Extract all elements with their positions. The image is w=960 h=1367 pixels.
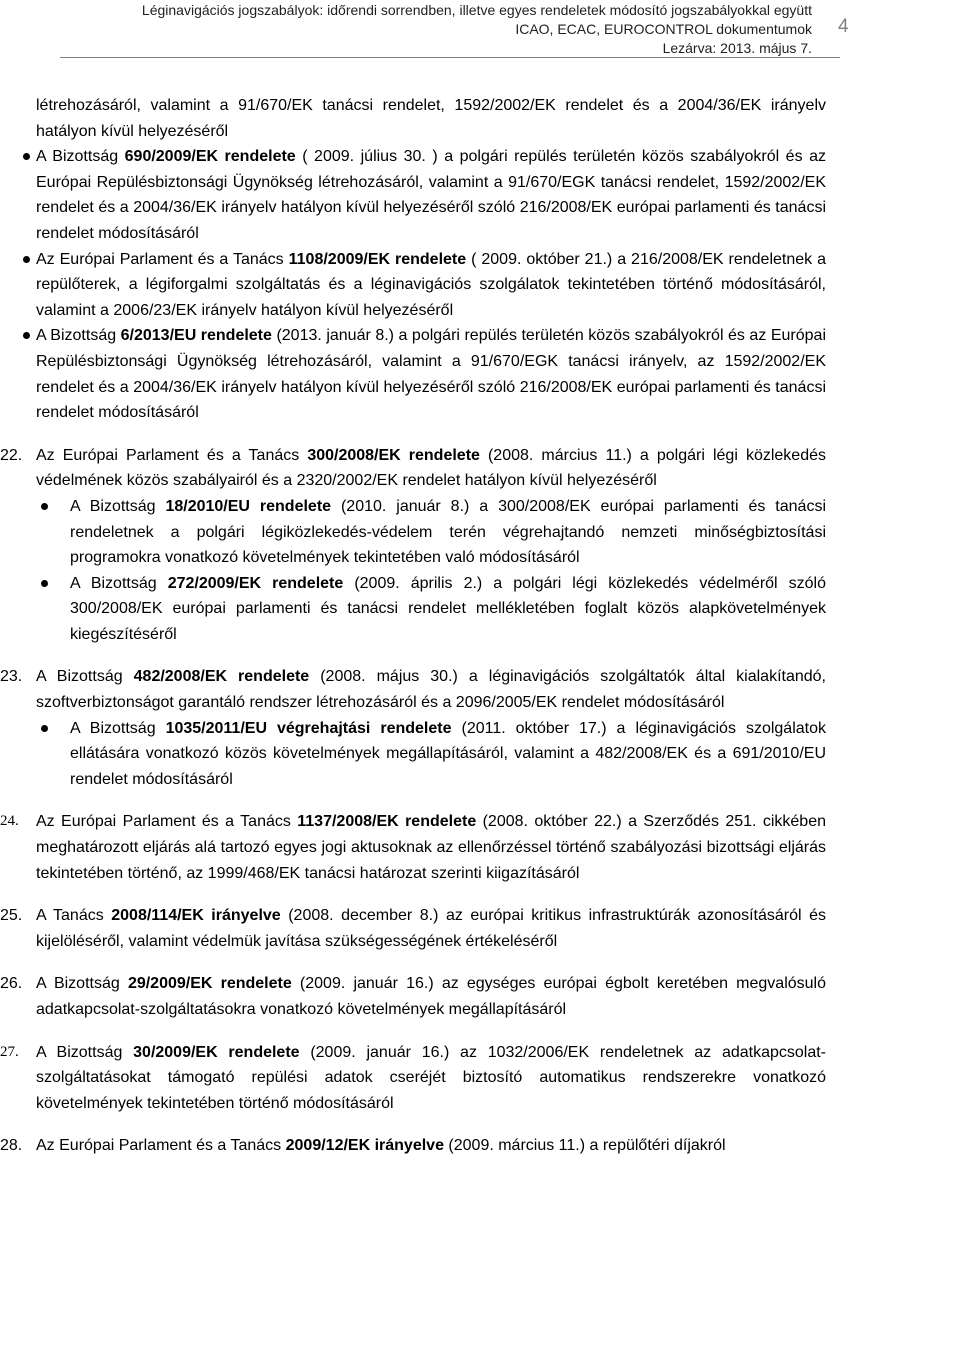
item-text: A Bizottság	[36, 668, 134, 686]
item-text: A Bizottság	[70, 574, 168, 592]
item-number: 24.	[0, 813, 19, 830]
regulation-ref: 300/2008/EK rendelete	[307, 446, 480, 464]
list-item	[36, 571, 826, 648]
item-text: (2009. március 11.) a repülőtéri díjakról	[443, 1137, 726, 1155]
item-text: A Bizottság	[70, 497, 166, 515]
item-number: 22.	[0, 446, 23, 464]
header-text	[142, 1, 812, 58]
item-number: 26.	[0, 975, 23, 993]
item-text: Az Európai Parlament és a Tanács	[36, 1137, 286, 1155]
regulation-ref: 2008/114/EK irányelve	[111, 907, 281, 925]
regulation-ref: 272/2009/EK rendelete	[167, 574, 344, 592]
list-item	[36, 494, 826, 571]
sub-bullet-list	[36, 494, 826, 648]
document-body	[0, 93, 827, 1159]
item-text: (2008. március 11.) a polgári légi közlekedés védelmének közös szabályairól és a 2320/2002/EK rendelet hatályon kívül helyezéséről	[36, 446, 826, 490]
item-text: (2013. január 8.) a polgári repülés területén közös szabályokról és az Európai Repülésbiztonsági Ügynökség létrehozásáról, valamint a 91/670/EGK tanácsi irányelv, az 1592/2002/EK rendelet és a 2004/36/EK irányelv hatályon kívül helyezéséről szóló 216/2008/EK európai parlamenti és tanácsi rendelet módosításáról	[36, 327, 826, 422]
regulation-ref: 482/2008/EK rendelete	[133, 668, 310, 686]
regulation-ref: 29/2009/EK rendelete	[127, 975, 292, 993]
item-text: A Bizottság	[36, 148, 125, 166]
list-item	[36, 144, 826, 246]
item-text: (2009. január 16.) az 1032/2006/EK rendeletnek az adatkapcsolat-szolgáltatásokat támogató repülési adatok cseréjét biztosító automatikus rendszerekre vonatkozó követelmények tekintetében történő módosításáról	[36, 1043, 827, 1112]
item-text: A Bizottság	[36, 1043, 134, 1061]
numbered-item	[0, 1133, 826, 1159]
regulation-ref: 2009/12/EK irányelve	[285, 1137, 444, 1155]
top-bullet-list	[36, 144, 826, 426]
regulation-ref: 690/2009/EK rendelete	[124, 148, 296, 166]
regulation-ref: 18/2010/EU rendelete	[165, 497, 332, 515]
item-text: (2008. december 8.) az európai kritikus infrastruktúrák azonosításáról és kijelöléséről, valamint védelmük javítása szükségességének értékeléséről	[36, 907, 826, 950]
regulation-ref: 1035/2011/EU végrehajtási rendelete	[165, 719, 452, 737]
header-divider	[60, 57, 840, 58]
numbered-item	[0, 971, 826, 1022]
item-text: A Bizottság	[36, 327, 121, 345]
header-title: Léginavigációs jogszabályok: időrendi sorrendben, illetve egyes rendeletek módosító jogszabályokkal együtt	[141, 2, 812, 18]
sub-bullet-list	[36, 716, 826, 793]
item-text: (2008. május 30.) a léginavigációs szolgáltatók által kialakítandó, szoftverbiztonságot garantáló rendszer létrehozásáról és a 2096/2005/EK rendelet módosításáról	[36, 668, 827, 712]
item-text: ( 2009. október 21.) a 216/2008/EK rendeletnek a repülőterek, a légiforgalmi szolgáltatás és a léginavigációs szolgálatok tekintetében történő módosításáról, valamint a 2006/23/EK irányelv hatályon kívül helyezéséről	[36, 250, 826, 319]
item-text: (2009. január 16.) az egységes európai égbolt keretében megvalósuló adatkapcsolat-szolgáltatásokra vonatkozó követelmények megállapításáról	[36, 975, 826, 1018]
item-number: 25.	[0, 907, 23, 925]
numbered-item	[0, 809, 827, 886]
item-number: 27.	[0, 1043, 19, 1060]
numbered-item	[0, 903, 826, 954]
continuation-paragraph: létrehozásáról, valamint a 91/670/EK tanácsi rendelet, 1592/2002/EK rendelet és a 2004/36/EK irányelv hatályon kívül helyezéséről	[36, 97, 826, 140]
item-text: A Bizottság	[70, 719, 166, 737]
regulation-ref: 6/2013/EU rendelete	[120, 327, 272, 345]
numbered-item	[0, 664, 827, 792]
item-text: ( 2009. július 30. ) a polgári repülés területén közös szabályokról és az Európai Repülésbiztonsági Ügynökség létrehozásáról, valamint a 91/670/EGK tanácsi rendelet, 1592/2002/EK rendelet és a 2004/36/EK irányelv hatályon kívül helyezéséről szóló 216/2008/EK európai parlamenti és tanácsi rendelet módosításáról	[36, 148, 826, 242]
item-text: Az Európai Parlament és a Tanács	[36, 250, 289, 268]
numbered-item	[0, 443, 826, 648]
item-text: A Tanács	[36, 907, 112, 925]
list-item	[36, 247, 826, 324]
page-header	[0, 0, 960, 56]
header-closed-date: Lezárva: 2013. május 7.	[662, 40, 812, 56]
regulation-ref: 30/2009/EK rendelete	[133, 1043, 300, 1061]
item-text: (2009. április 2.) a polgári légi közlekedés védelméről szóló 300/2008/EK európai parlamenti és tanácsi rendelet mellékletében foglalt közös alapkövetelmények kiegészítéséről	[70, 574, 826, 643]
item-text: Az Európai Parlament és a Tanács	[36, 813, 298, 831]
item-text: (2010. január 8.) a 300/2008/EK európai parlamenti és tanácsi rendeletnek a polgári légiközlekedés-védelem terén végrehajtandó nemzeti minőségbiztosítási programokra vonatkozó követelmények tekintetében való módosításáról	[70, 497, 826, 567]
page-number: 4	[838, 16, 849, 37]
regulation-ref: 1137/2008/EK rendelete	[297, 813, 477, 831]
item-text: Az Európai Parlament és a Tanács	[36, 446, 308, 464]
header-subtitle: ICAO, ECAC, EUROCONTROL dokumentumok	[515, 21, 812, 37]
list-item	[36, 716, 826, 793]
regulation-ref: 1108/2009/EK rendelete	[288, 250, 467, 268]
item-text: (2011. október 17.) a léginavigációs szolgálatok ellátására vonatkozó közös követelmények megállapításáról, valamint a 482/2008/EK és a 691/2010/EU rendelet módosításáról	[70, 719, 826, 788]
item-text: (2008. október 22.) a Szerződés 251. cikkében meghatározott eljárás alá tartozó egyes jogi aktusoknak az ellenőrzéssel történő szabályozási bizottsági eljárás tekintetében történő, az 1999/468/EK tanácsi határozat szerinti kiigazításáról	[36, 813, 827, 882]
item-number: 28.	[0, 1137, 23, 1155]
item-text: A Bizottság	[36, 975, 128, 993]
item-number: 23.	[0, 668, 23, 686]
numbered-item	[0, 1040, 827, 1117]
list-item	[36, 323, 826, 425]
